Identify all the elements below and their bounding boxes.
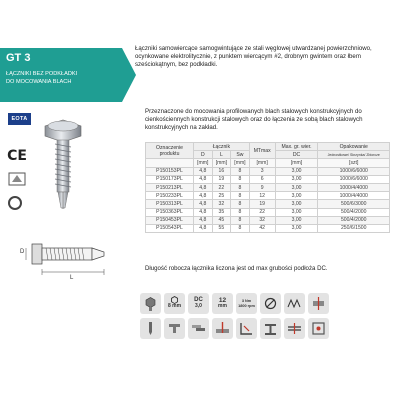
cell-l: 35 [212,208,231,216]
gauge-unit: mm [218,302,227,309]
cell-sw: 8 [231,200,250,208]
col-l: L [212,151,231,159]
wrench-size-icon: ⬡ 8 mm [164,293,185,314]
cell-pack: 1000/4/4000 [318,183,390,191]
cell-mtmax: 19 [249,200,275,208]
screw-image [35,118,90,213]
dc-label: DC [194,297,203,303]
fixing-red-icon [212,318,233,339]
feature-icons [140,293,392,343]
cell-d: 4,8 [194,183,213,191]
col-dc: DC [275,151,318,159]
working-length-note: Długość robocza łącznika liczona jest od max grubości podłoża DC. [145,265,328,272]
subtitle-line-1: ŁĄCZNIKI BEZ PODKŁADKI [6,71,78,77]
cell-dc: 3,00 [275,183,318,191]
cell-dc: 3,00 [275,167,318,175]
cell-l: 22 [212,183,231,191]
cell-l: 45 [212,216,231,224]
cell-dc: 3,00 [275,192,318,200]
cell-code: P150153PL [146,167,194,175]
cell-mtmax: 6 [249,175,275,183]
torque-rpm-icon [236,293,257,314]
col-maxgr: Max. gr. wier. [275,143,318,151]
table-row [146,200,390,208]
subtitle-line-2: DO MOCOWANIA BLACH [6,79,72,85]
cell-code: P150453PL [146,216,194,224]
product-subtitle [6,70,77,86]
technical-drawing [20,232,115,292]
sheet-overlap-icon [188,318,209,339]
purlin-icon [260,318,281,339]
drawing-d-label: D [20,249,25,255]
cell-d: 4,8 [194,224,213,232]
drawing-l-label: L [70,275,74,281]
cell-mtmax: 22 [249,208,275,216]
cell-sw: 8 [231,175,250,183]
cell-pack: 500/6/3000 [318,200,390,208]
cell-mtmax: 12 [249,192,275,200]
cell-d: 4,8 [194,216,213,224]
cell-l: 16 [212,167,231,175]
cell-dc: 3,00 [275,216,318,224]
drill-bit-icon [140,318,161,339]
cell-sw: 8 [231,224,250,232]
ce-mark: CE [7,148,27,164]
cell-code: P150363PL [146,208,194,216]
clamp-icon [164,318,185,339]
table-row [146,216,390,224]
cell-pack: 500/4/2000 [318,216,390,224]
dc-value: 3,0 [195,302,202,309]
drill-gauge-icon [212,293,233,314]
col-fastener: Łącznik [194,143,250,151]
col-mtmax: MTmax [249,143,275,159]
cell-l: 25 [212,192,231,200]
unit-sw: [mm] [231,159,250,167]
gauge-value: 12 [218,297,227,304]
cell-dc: 3,00 [275,224,318,232]
table-row [146,224,390,232]
table-row [146,167,390,175]
metal-sheet-icon [308,293,329,314]
cell-l: 32 [212,200,231,208]
cell-pack: 1000/6/6000 [318,175,390,183]
cell-dc: 3,00 [275,208,318,216]
cell-pack: 1000/4/4000 [318,192,390,200]
cell-mtmax: 42 [249,224,275,232]
cell-pack: 250/6/1500 [318,224,390,232]
eota-badge: EOTA [8,113,31,125]
table-row [146,192,390,200]
unit-pack: [szt] [318,159,390,167]
col-designation: Oznaczenie produktu [146,143,194,159]
cell-d: 4,8 [194,167,213,175]
cell-l: 19 [212,175,231,183]
cell-code: P150543PL [146,224,194,232]
cell-code: P150173PL [146,175,194,183]
unit-d: [mm] [194,159,213,167]
rpm-value: 1800 rpm [238,303,255,308]
cell-d: 4,8 [194,208,213,216]
product-purpose: Przeznaczone do mocowania profilowanych blach stalowych konstrukcyjnych do cienkościennych konstrukcji stalowych oraz do łączenia ze sobą blach stalowych konstrukcyjnych na zakład. [145,108,363,132]
hex-head-icon [140,293,161,314]
cell-code: P150313PL [146,200,194,208]
cell-code: P150233PL [146,192,194,200]
cell-mtmax: 32 [249,216,275,224]
cell-code: P150213PL [146,183,194,191]
col-d: D [194,151,213,159]
steel-frame-icon [308,318,329,339]
unit-dc: [mm] [275,159,318,167]
sheet-to-sheet-icon [284,318,305,339]
cell-dc: 3,00 [275,200,318,208]
torque-value: 3 Nm [241,298,252,303]
table-row [146,208,390,216]
cell-sw: 8 [231,183,250,191]
sw-value: 8 mm [167,302,182,309]
cell-dc: 3,00 [275,175,318,183]
cell-sw: 8 [231,208,250,216]
certification-icon [8,172,26,186]
cell-l: 55 [212,224,231,232]
unit-mt: [mm] [249,159,275,167]
unit-l: [mm] [212,159,231,167]
table-row [146,183,390,191]
cell-sw: 8 [231,216,250,224]
header-banner [0,48,122,102]
cell-pack: 500/4/2000 [318,208,390,216]
angle-fixing-icon [236,318,257,339]
icon-row-1 [140,293,392,314]
product-description: Łączniki samowiercące samogwintujące ze stali węglowej utwardzanej powierzchniowo, ocynkowane elektrolitycznie, z punktem wiercącym #2, drobnym gwintem oraz łbem sześciokątnym, bez podkładki. [135,45,372,69]
cell-pack: 1000/6/6000 [318,167,390,175]
cell-d: 4,8 [194,200,213,208]
icon-row-2 [140,318,392,339]
no-washer-icon [260,293,281,314]
steel-profile-icon [284,293,305,314]
dc-thickness-icon [188,293,209,314]
col-pack-sub: Jednostkowe/ Skrzynka/ Zbiorcze [318,151,390,159]
cell-sw: 8 [231,192,250,200]
col-sw: Sw [231,151,250,159]
cell-d: 4,8 [194,192,213,200]
product-title: GT 3 [6,52,31,64]
cell-d: 4,8 [194,175,213,183]
cell-mtmax: 9 [249,183,275,191]
unit-row [146,159,390,167]
cell-mtmax: 3 [249,167,275,175]
table-row [146,175,390,183]
itb-seal-icon [8,196,22,210]
col-pack: Opakowanie [318,143,390,151]
spec-table [145,142,390,233]
cell-sw: 8 [231,167,250,175]
